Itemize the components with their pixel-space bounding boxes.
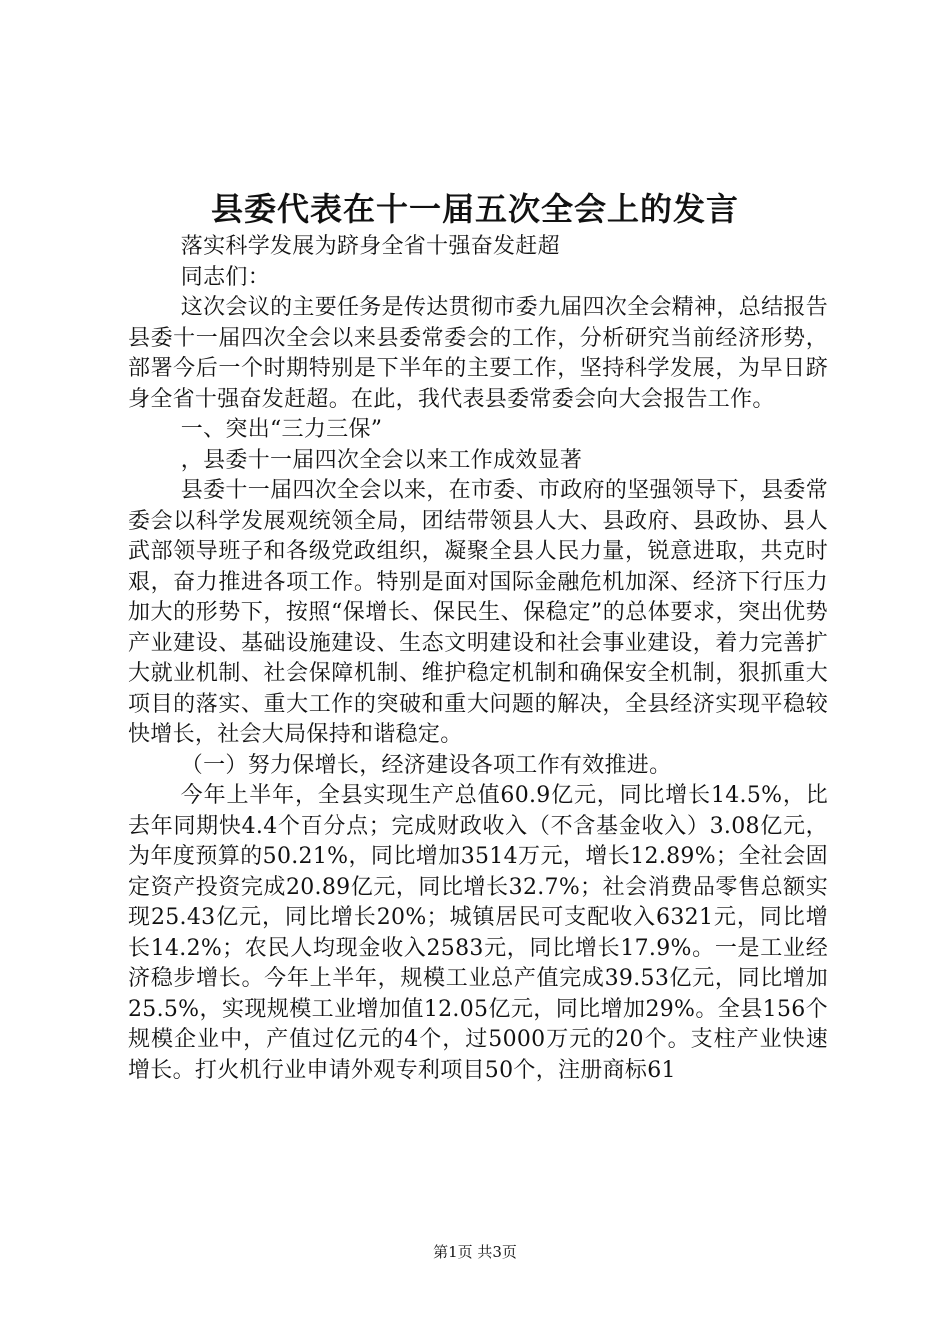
subsection-heading: （一）努力保增长，经济建设各项工作有效推进。 bbox=[180, 752, 672, 778]
summary-paragraph: 县委十一届四次全会以来，在市委、市政府的坚强领导下，县委常委会以科学发展观统领全局，团结带领县人大、县政府、县政协、县人武部领导班子和各级党政组织，凝聚全县人民力量，锐意进取，共克时艰，奋力推进各项工作。特别是面对国际金融危机加深、经济下行压力加大的形势下，按照“保增长、保民生、保稳定”的总体要求，突出优势产业建设、基础设施建设、生态文明建设和社会事业建设，着力完善扩大就业机制、社会保障机制、维护稳定机制和确保安全机制，狠抓重大项目的落实、重大工作的突破和重大问题的解决，全县经济实现平稳较快增长，社会大局保持和谐稳定。 bbox=[128, 478, 828, 747]
intro-paragraph: 这次会议的主要任务是传达贯彻市委九届四次全会精神，总结报告县委十一届四次全会以来县委常委会的工作，分析研究当前经济形势，部署今后一个时期特别是下半年的主要工作，坚持科学发展，为早日跻身全省十强奋发赶超。在此，我代表县委常委会向大会报告工作。 bbox=[128, 295, 828, 412]
section-heading-continued: ，县委十一届四次全会以来工作成效显著 bbox=[180, 447, 583, 473]
subtitle-paragraph: 落实科学发展为跻身全省十强奋发赶超 bbox=[180, 234, 560, 259]
statistics-paragraph: 今年上半年，全县实现生产总值60.9亿元，同比增长14.5%，比去年同期快4.4个百分点；完成财政收入（不含基金收入）3.08亿元，为年度预算的50.21%，同比增加3514万元，增长12.89%；全社会固定资产投资完成20.89亿元，同比增长32.7%；社会消费品零售总额实现25.43亿元，同比增长20%；城镇居民可支配收入6321元，同比增长14.2%；农民人均现金收入2583元，同比增长17.9%。一是工业经济稳步增长。今年上半年，规模工业总产值完成39.53亿元，同比增加25.5%，实现规模工业增加值12.05亿元，同比增加29%。全县156个规模企业中，产值过亿元的4个，过5000万元的20个。支柱产业快速增长。打火机行业申请外观专利项目50个，注册商标61 bbox=[128, 783, 828, 1083]
salutation-paragraph: 同志们： bbox=[180, 264, 270, 290]
document-body bbox=[128, 232, 828, 1086]
document-title: 县委代表在十一届五次全会上的发言 bbox=[210, 190, 739, 228]
section-heading: 一、突出“三力三保” bbox=[180, 417, 383, 442]
page-number-footer: 第1页 共3页 bbox=[433, 1243, 517, 1261]
